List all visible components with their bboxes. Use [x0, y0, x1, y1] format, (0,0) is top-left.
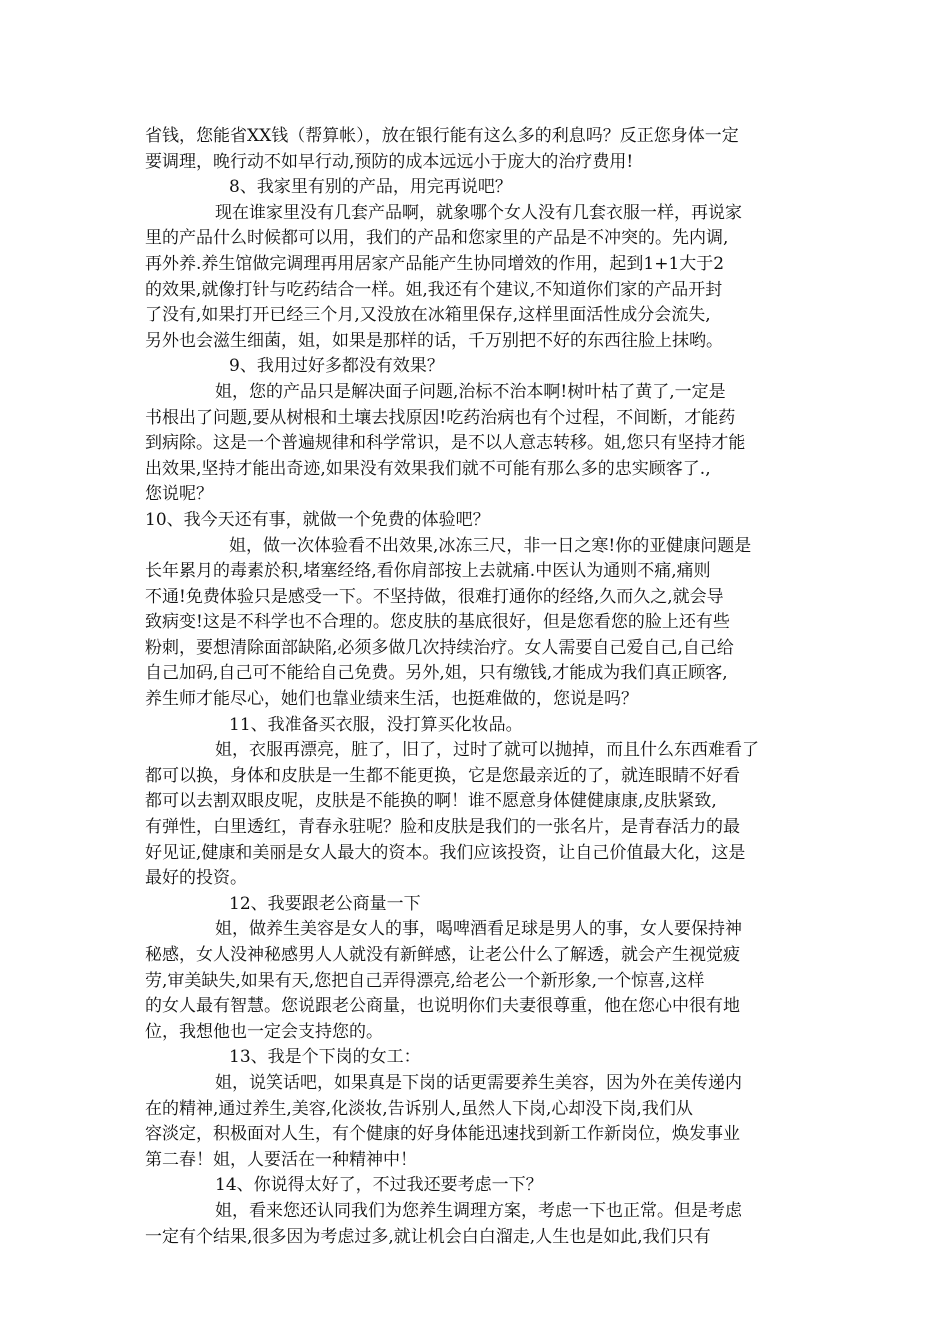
text-line: 现在谁家里没有几套产品啊，就象哪个女人没有几套衣服一样，再说家 [215, 202, 742, 223]
text-line: 在的精神,通过养生,美容,化淡妆,告诉别人,虽然人下岗,心却没下岗,我们从 [145, 1098, 693, 1119]
paragraph [145, 559, 810, 713]
text-line: 13、我是个下岗的女工： [229, 1047, 421, 1068]
text-line: 有弹性，白里透红，青春永驻呢？脸和皮肤是我们的一张名片，是青春活力的最 [145, 817, 740, 838]
paragraph [145, 508, 810, 534]
text-line: 书根出了问题,要从树根和土壤去找原因!吃药治病也有个过程，不间断，才能药 [145, 407, 736, 428]
document-body [145, 124, 810, 1250]
text-line: 自己加码,自己可不能给自己免费。另外,姐，只有缴钱,才能成为我们真正顾客, [145, 663, 728, 684]
text-line: 养生师才能尽心，她们也靠业绩来生活，也挺难做的，您说是吗？ [145, 689, 638, 710]
text-line: 要调理，晚行动不如早行动,预防的成本远远小于庞大的治疗费用! [145, 151, 634, 172]
text-line: 位，我想他也一定会支持您的。 [145, 1021, 383, 1042]
text-line: 12、我要跟老公商量一下 [229, 893, 421, 914]
text-line: 秘感，女人没神秘感男人人就没有新鲜感，让老公什么了解透，就会产生视觉疲 [145, 945, 740, 965]
text-line: 都可以换，身体和皮肤是一生都不能更换，它是您最亲近的了，就连眼睛不好看 [145, 765, 740, 786]
text-line: 10、我今天还有事，就做一个免费的体验吧？ [145, 509, 490, 530]
text-line: 了没有,如果打开已经三个月,又没放在冰箱里保存,这样里面活性成分会流失, [145, 305, 711, 326]
text-line: 您说呢？ [145, 484, 213, 505]
paragraph [145, 917, 810, 943]
text-line: 11、我准备买衣服，没打算买化妆品。 [229, 714, 523, 735]
paragraph [145, 713, 810, 739]
paragraph [145, 1045, 810, 1071]
paragraph [145, 1097, 810, 1174]
paragraph [145, 124, 810, 175]
text-line: 粉刺，要想清除面部缺陷,必须多做几次持续治疗。女人需要自己爱自己,自己给 [145, 637, 734, 658]
text-line: 好见证,健康和美丽是女人最大的资本。我们应该投资，让自己价值最大化，这是 [145, 842, 746, 863]
text-line: 14、你说得太好了，不过我还要考虑一下？ [215, 1175, 543, 1196]
paragraph [145, 764, 810, 892]
text-line: 都可以去割双眼皮呢，皮肤是不能换的啊！谁不愿意身体健健康康,皮肤紧致, [145, 791, 717, 812]
text-line: 到病除。这是一个普遍规律和科学常识，是不以人意志转移。姐,您只有坚持才能 [145, 433, 746, 454]
text-line: 容淡定，积极面对人生，有个健康的好身体能迅速找到新工作新岗位，焕发事业 [145, 1124, 740, 1145]
paragraph [145, 380, 810, 406]
text-line: 的女人最有智慧。您说跟老公商量，也说明你们夫妻很尊重，他在您心中很有地 [145, 996, 740, 1017]
text-line: 另外也会滋生细菌，姐，如果是那样的话，千万别把不好的东西往脸上抹哟。 [145, 330, 723, 351]
text-line: 一定有个结果,很多因为考虑过多,就让机会白白溜走,人生也是如此,我们只有 [145, 1226, 711, 1247]
text-line: 8、我家里有别的产品，用完再说吧？ [229, 177, 512, 198]
paragraph [145, 226, 810, 354]
paragraph [145, 354, 810, 380]
paragraph [145, 175, 810, 201]
paragraph [145, 1199, 810, 1225]
text-line: 省钱，您能省XX钱（帮算帐），放在银行能有这么多的利息吗？反正您身体一定 [145, 126, 739, 146]
text-line: 姐，看来您还认同我们为您养生调理方案，考虑一下也正常。但是考虑 [215, 1200, 742, 1221]
text-line: 姐，您的产品只是解决面子问题,治标不治本啊!树叶枯了黄了,一定是 [215, 381, 726, 402]
text-line: 的效果,就像打针与吃药结合一样。姐,我还有个建议,不知道你们家的产品开封 [145, 279, 723, 300]
text-line: 姐，做一次体验看不出效果,冰冻三尺，非一日之寒!你的亚健康问题是 [229, 535, 752, 556]
text-line: 不通!免费体验只是感受一下。不坚持做，很难打通你的经络,久而久之,就会导 [145, 586, 724, 607]
text-line: 致病变!这是不科学也不合理的。您皮肤的基底很好，但是您看您的脸上还有些 [145, 612, 730, 633]
text-line: 出效果,坚持才能出奇迹,如果没有效果我们就不可能有那么多的忠实顾客了., [145, 458, 711, 479]
paragraph [145, 892, 810, 918]
text-line: 姐，说笑话吧，如果真是下岗的话更需要养生美容，因为外在美传递内 [215, 1072, 742, 1093]
text-line: 劳,审美缺失,如果有天,您把自己弄得漂亮,给老公一个新形象,一个惊喜,这样 [145, 970, 705, 991]
paragraph [145, 1225, 810, 1251]
paragraph [145, 406, 810, 508]
paragraph [145, 943, 810, 1045]
text-line: 第二春！姐，人要活在一种精神中！ [145, 1149, 417, 1170]
text-line: 姐，做养生美容是女人的事，喝啤酒看足球是男人的事，女人要保持神 [215, 919, 742, 940]
paragraph [145, 1173, 810, 1199]
paragraph [145, 738, 810, 764]
text-line: 再外养.养生馆做完调理再用居家产品能产生协同增效的作用，起到1+1大于2 [145, 253, 725, 274]
text-line: 最好的投资。 [145, 868, 247, 889]
text-line: 姐，衣服再漂亮，脏了，旧了，过时了就可以抛掉，而且什么东西难看了 [215, 740, 759, 761]
paragraph [145, 1071, 810, 1097]
text-line: 9、我用过好多都没有效果？ [229, 356, 444, 377]
text-line: 长年累月的毒素於积,堵塞经络,看你肩部按上去就痛.中医认为通则不痛,痛则 [145, 561, 711, 582]
paragraph [145, 201, 810, 227]
text-line: 里的产品什么时候都可以用，我们的产品和您家里的产品是不冲突的。先内调, [145, 228, 729, 249]
paragraph [145, 534, 810, 560]
